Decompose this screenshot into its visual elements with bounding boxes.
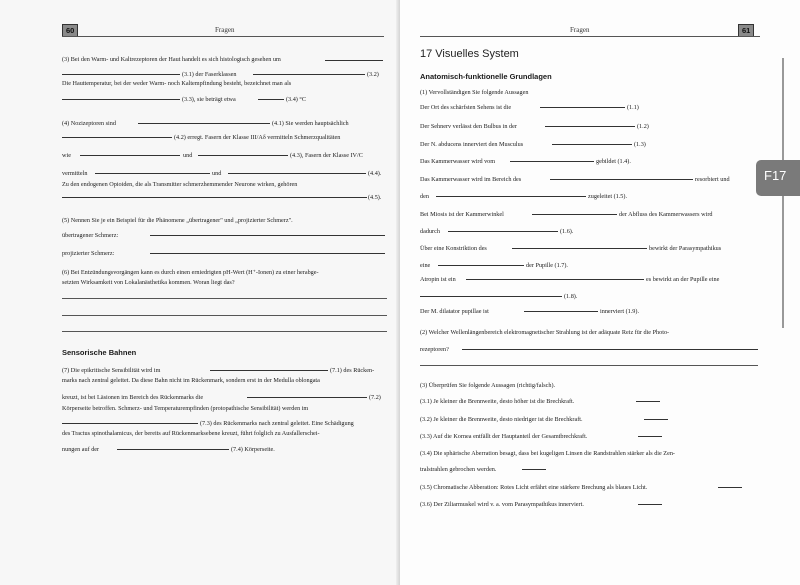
- q7-line3b: (7.2): [369, 394, 381, 401]
- answer-blank[interactable]: [466, 274, 644, 280]
- q3-s3: (3.3) Auf die Kornea entfällt der Hauptanteil der Gesamtbrechkraft.: [420, 433, 588, 440]
- answer-blank[interactable]: [420, 291, 562, 297]
- q1-l-num: (1.8).: [564, 293, 578, 300]
- q3-line4a: (3.3), sie beträgt etwa: [182, 96, 236, 103]
- q1-k: Atropin ist ein: [420, 276, 456, 283]
- q1-b: Der Sehnerv verlässt den Bulbus in der: [420, 123, 517, 130]
- q1-f-num: zugeleitet (1.5).: [588, 193, 627, 200]
- header-rule: [420, 36, 760, 37]
- answer-blank[interactable]: [524, 306, 598, 312]
- answer-line[interactable]: [420, 365, 758, 366]
- q4-line5: Zu den endogenen Opioiden, die als Transmitter schmerzhemmender Neurone wirken, gehören: [62, 181, 298, 188]
- q7-line2: marks nach zentral geleitet. Da diese Bahn nicht im Rückenmark, sondern erst in der Medulla oblongata: [62, 377, 320, 384]
- answer-blank[interactable]: [636, 396, 660, 402]
- q4-line2: (4.2) erregt. Fasern der Klasse III/Aδ vermitteln Schmerzqualitäten: [174, 134, 341, 141]
- q5-line3: projizierter Schmerz:: [62, 250, 115, 257]
- page-number: 61: [738, 24, 754, 37]
- q4-line3a: wie: [62, 152, 71, 159]
- answer-blank[interactable]: [644, 414, 668, 420]
- q3-s5: (3.5) Chromatische Abberation: Rotes Licht erfährt eine stärkere Brechung als blaues Licht.: [420, 484, 648, 491]
- q3-s4a: (3.4) Die sphärische Aberration besagt, dass bei kugeligen Linsen die Randstrahlen stärker als die Zen-: [420, 450, 675, 457]
- q7-line7b: (7.4) Körperseite.: [231, 446, 275, 453]
- answer-blank[interactable]: [462, 344, 758, 350]
- answer-blank[interactable]: [550, 174, 693, 180]
- q1-e: Das Kammerwasser wird im Bereich des: [420, 176, 522, 183]
- answer-blank[interactable]: [117, 444, 229, 450]
- answer-blank[interactable]: [198, 150, 288, 156]
- page-number: 60: [62, 24, 78, 37]
- answer-blank[interactable]: [228, 168, 366, 174]
- answer-blank[interactable]: [540, 102, 625, 108]
- q1-h-num: (1.6).: [560, 228, 574, 235]
- q1-d: Das Kammerwasser wird vom: [420, 158, 496, 165]
- q4-line4c: (4.4).: [368, 170, 382, 177]
- header-rule: [62, 36, 384, 37]
- answer-blank[interactable]: [552, 139, 632, 145]
- q1-g: Bei Miosis ist der Kammerwinkel: [420, 211, 504, 218]
- answer-blank[interactable]: [510, 156, 594, 162]
- answer-blank[interactable]: [62, 132, 172, 138]
- q1-k-num: es bewirkt an der Pupille eine: [646, 276, 720, 283]
- q3-line3: Die Hauttemperatur, bei der weder Warm- noch Kaltempfindung besteht, bezeichnet man als: [62, 80, 292, 87]
- answer-blank[interactable]: [210, 365, 328, 371]
- answer-blank[interactable]: [448, 226, 558, 232]
- q3-line2b: (3.2): [367, 71, 379, 78]
- q4-line3b: und: [183, 152, 193, 159]
- section-title: Sensorische Bahnen: [62, 348, 137, 357]
- answer-blank[interactable]: [436, 191, 586, 197]
- q1-e-num: resorbiert und: [695, 176, 730, 183]
- q1-j-num: der Pupille (1.7).: [526, 262, 568, 269]
- q3-s4b: tralstrahlen gebrochen werden.: [420, 466, 497, 473]
- answer-line[interactable]: [62, 331, 387, 332]
- q1-j: eine: [420, 262, 431, 269]
- answer-blank[interactable]: [62, 94, 180, 100]
- q1-c-num: (1.3): [634, 141, 646, 148]
- q1-a: Der Ort des schärfsten Sehens ist die: [420, 104, 512, 111]
- q1-f: den: [420, 193, 429, 200]
- q3-line4b: (3.4) °C: [286, 96, 307, 103]
- answer-blank[interactable]: [95, 168, 210, 174]
- answer-blank[interactable]: [532, 209, 617, 215]
- q5-line2: übertragener Schmerz:: [62, 232, 119, 239]
- q7-line4: Körperseite betroffen. Schmerz- und Temperaturempfinden (protopathische Sensibilität) werden im: [62, 405, 309, 412]
- q4-line4b: und: [212, 170, 222, 177]
- q7-line1b: (7.1) des Rücken-: [330, 367, 375, 374]
- answer-line[interactable]: [62, 315, 387, 316]
- answer-line[interactable]: [62, 298, 387, 299]
- q3-s1: (3.1) Je kleiner die Brennweite, desto höher ist die Brechkraft.: [420, 398, 575, 405]
- answer-blank[interactable]: [138, 118, 270, 124]
- answer-blank[interactable]: [638, 499, 662, 505]
- page-header: Fragen: [215, 26, 235, 34]
- answer-blank[interactable]: [62, 418, 198, 424]
- q7-line5: (7.3) des Rückenmarks nach zentral geleitet. Eine Schädigung: [200, 420, 354, 427]
- q4-line4a: vermitteln: [62, 170, 88, 177]
- q1-m: Der M. dilatator pupillae ist: [420, 308, 489, 315]
- chapter-title: 17 Visuelles System: [420, 48, 519, 60]
- q3-intro: (3) Überprüfen Sie folgende Aussagen (richtig/falsch).: [420, 382, 556, 389]
- q1-g-num: der Abfluss des Kammerwassers wird: [619, 211, 713, 218]
- q2-line1: (2) Welcher Wellenlängenbereich elektromagnetischer Strahlung ist der adäquate Reiz für die Photo-: [420, 329, 670, 336]
- q4-line6: (4.5).: [368, 194, 382, 201]
- q1-d-num: gebildet (1.4).: [596, 158, 631, 165]
- answer-blank[interactable]: [150, 248, 385, 254]
- answer-blank[interactable]: [512, 243, 647, 249]
- q1-i-num: bewirkt der Parasympathikus: [649, 245, 722, 252]
- q6-line2: setzten Wirksamkeit von Lokalanästhetika kommen. Woran liegt das?: [62, 279, 235, 286]
- answer-blank[interactable]: [258, 94, 284, 100]
- q1-i: Über eine Konstriktion des: [420, 245, 487, 252]
- answer-blank[interactable]: [638, 431, 662, 437]
- q3-s6: (3.6) Der Ziliarmuskel wird v. a. vom Parasympathikus innerviert.: [420, 501, 584, 508]
- q4-line1b: (4.1) Sie werden hauptsächlich: [272, 120, 349, 127]
- q3-line1: (3) Bei den Warm- und Kaltrezeptoren der Haut handelt es sich histologisch gesehen um: [62, 56, 281, 63]
- q7-line3a: kreuzt, ist bei Läsionen im Bereich des Rückenmarks die: [62, 394, 204, 401]
- chapter-tab: F17: [756, 160, 800, 196]
- answer-blank[interactable]: [150, 230, 385, 236]
- q4-line3c: (4.3), Fasern der Klasse IV/C: [290, 152, 363, 159]
- q1-a-num: (1.1): [627, 104, 639, 111]
- q1-m-num: innerviert (1.9).: [600, 308, 640, 315]
- q5-line1: (5) Nennen Sie je ein Beispiel für die Phänomene „übertragener" und „projizierter Schmerz".: [62, 217, 293, 224]
- answer-blank[interactable]: [522, 464, 546, 470]
- answer-blank[interactable]: [247, 392, 367, 398]
- answer-blank[interactable]: [62, 69, 180, 75]
- q1-h: dadurch: [420, 228, 440, 235]
- answer-blank[interactable]: [253, 69, 365, 75]
- answer-blank[interactable]: [718, 482, 742, 488]
- page-header: Fragen: [570, 26, 590, 34]
- q2-line2: rezeptoren?: [420, 346, 449, 353]
- section-title: Anatomisch-funktionelle Grundlagen: [420, 72, 552, 81]
- answer-blank[interactable]: [438, 260, 524, 266]
- q7-line7a: nungen auf der: [62, 446, 100, 453]
- q4-line1a: (4) Nozizeptoren sind: [62, 120, 116, 127]
- answer-blank[interactable]: [62, 192, 367, 198]
- q1-b-num: (1.2): [637, 123, 649, 130]
- q7-line6: des Tractus spinothalamicus, der bereits auf Rückenmarksebene kreuzt, führt folglich zu Ausfallerschei-: [62, 430, 320, 437]
- q6-line1: (6) Bei Entzündungsvorgängen kann es durch einen erniedrigten pH-Wert (H⁺-Ionen) zu einer herabge-: [62, 269, 319, 276]
- q7-line1a: (7) Die epikritische Sensibilität wird im: [62, 367, 161, 374]
- q3-line2a: (3.1) der Faserklassen: [182, 71, 237, 78]
- answer-blank[interactable]: [80, 150, 180, 156]
- q3-s2: (3.2) Je kleiner die Brennweite, desto niedriger ist die Brechkraft.: [420, 416, 583, 423]
- answer-blank[interactable]: [545, 121, 635, 127]
- q1-intro: (1) Vervollständigen Sie folgende Aussagen: [420, 89, 529, 96]
- answer-blank[interactable]: [325, 55, 383, 61]
- right-page: [400, 0, 800, 585]
- q1-c: Der N. abducens innerviert den Musculus: [420, 141, 524, 148]
